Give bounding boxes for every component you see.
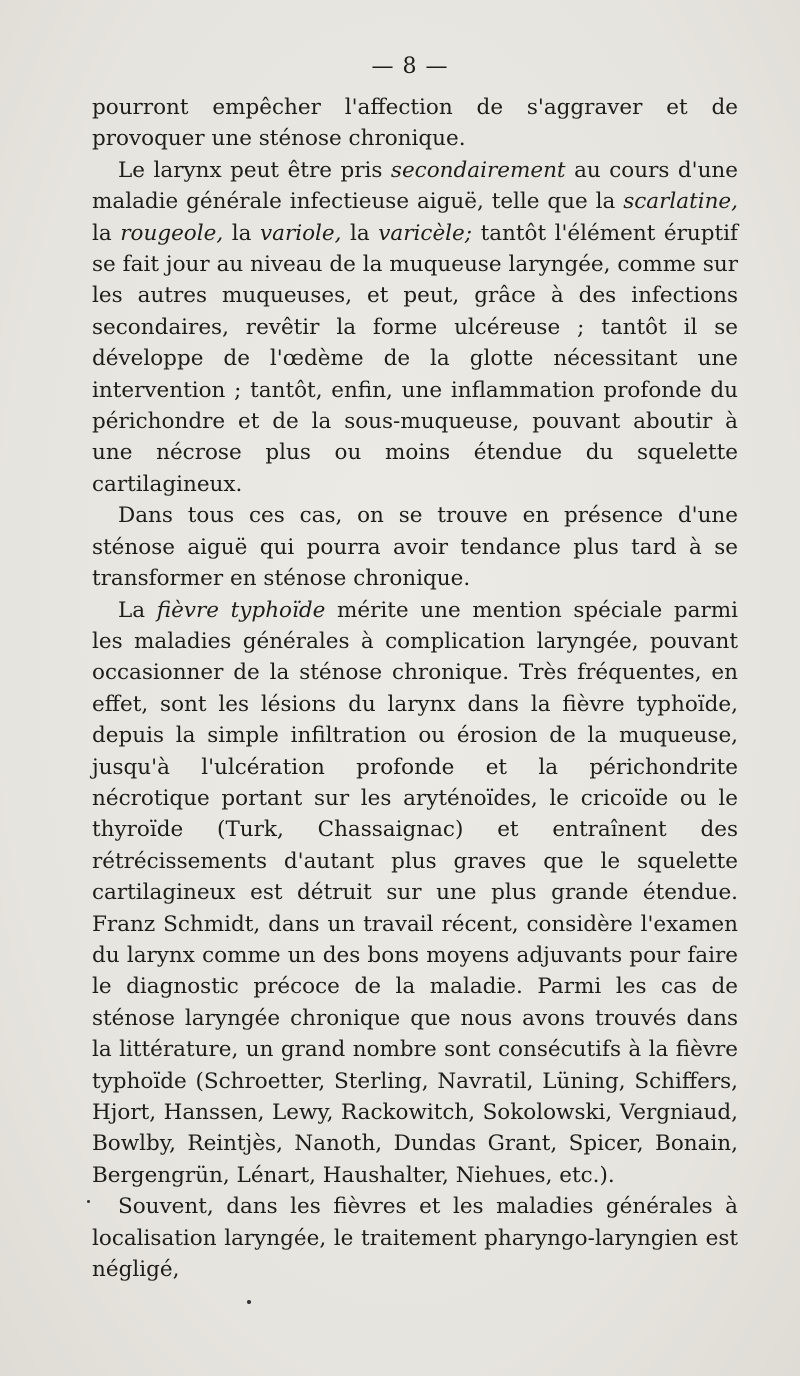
italic-run: fièvre typhoïde <box>156 597 326 623</box>
body-text <box>92 92 738 1285</box>
paragraph <box>92 1191 738 1285</box>
paper-speck <box>87 1200 90 1203</box>
text-run: Le larynx peut être pris <box>118 157 391 183</box>
paragraph <box>92 155 738 500</box>
italic-run: rougeole, <box>120 220 224 246</box>
italic-run: scarlatine, <box>623 189 738 215</box>
page-number: — 8 — <box>371 54 449 79</box>
text-run: au cours d'une maladie générale infectieuse aiguë, telle que la <box>92 157 738 215</box>
text-run: pourront empêcher l'affection de s'aggraver et de provoquer une sténose chronique. <box>92 95 738 152</box>
paragraph <box>92 92 738 155</box>
italic-run: secondairement <box>390 157 566 183</box>
text-run: Dans tous ces cas, on se trouve en présence d'une sténose aiguë qui pourra avoir tendance plus tard à se transformer en sténose chronique. <box>92 503 738 592</box>
text-run: la <box>92 220 121 246</box>
text-run: La <box>118 597 157 623</box>
paragraph <box>92 500 738 594</box>
text-run: la <box>341 220 379 246</box>
text-run: Souvent, dans les fièvres et les maladies générales à localisation laryngée, le traitement pharyngo-laryngien est négligé, <box>92 1194 738 1283</box>
italic-run: varicèle; <box>378 220 473 246</box>
italic-run: variole, <box>259 220 342 246</box>
text-run: la <box>223 220 260 246</box>
text-run: tantôt l'élément éruptif se fait jour au niveau de la muqueuse laryngée, comme sur les autres muqueuses, et peut, grâce à des infections secondaires, revêtir la forme ulcéreuse ; tantôt il se développe de l'œdème de la glotte nécessitant une intervention ; tantôt, enfin, une inflammation profonde du périchondre et de la sous-muqueuse, pouvant aboutir à une nécrose plus ou moins étendue du squelette cartilagineux. <box>92 220 738 497</box>
paper-speck <box>247 1300 251 1304</box>
text-run: mérite une mention spéciale parmi les maladies générales à complication laryngée, pouvant occasionner de la sténose chronique. Très fréquentes, en effet, sont les lésions du larynx dans la fièvre typhoïde, depuis la simple infiltration ou érosion de la muqueuse, jusqu'à l'ulcération profonde et la périchondrite nécrotique portant sur les aryténoïdes, le cricoïde ou le thyroïde (Turk, Chassaignac) et entraînent des rétrécissements d'autant plus graves que le squelette cartilagineux est détruit sur une plus grande étendue. Franz Schmidt, dans un travail récent, considère l'examen du larynx comme un des bons moyens adjuvants pour faire le diagnostic précoce de la maladie. Parmi les cas de sténose laryngée chronique que nous avons trouvés dans la littérature, un grand nombre sont consécutifs à la fièvre typhoïde (Schroetter, Sterling, Navratil, Lüning, Schiffers, Hjort, Hanssen, Lewy, Rackowitch, Sokolowski, Vergniaud, Bowlby, Reintjès, Nanoth, Dundas Grant, Spicer, Bonain, Bergengrün, Lénart, Haushalter, Niehues, etc.). <box>92 597 738 1188</box>
paragraph <box>92 595 738 1192</box>
